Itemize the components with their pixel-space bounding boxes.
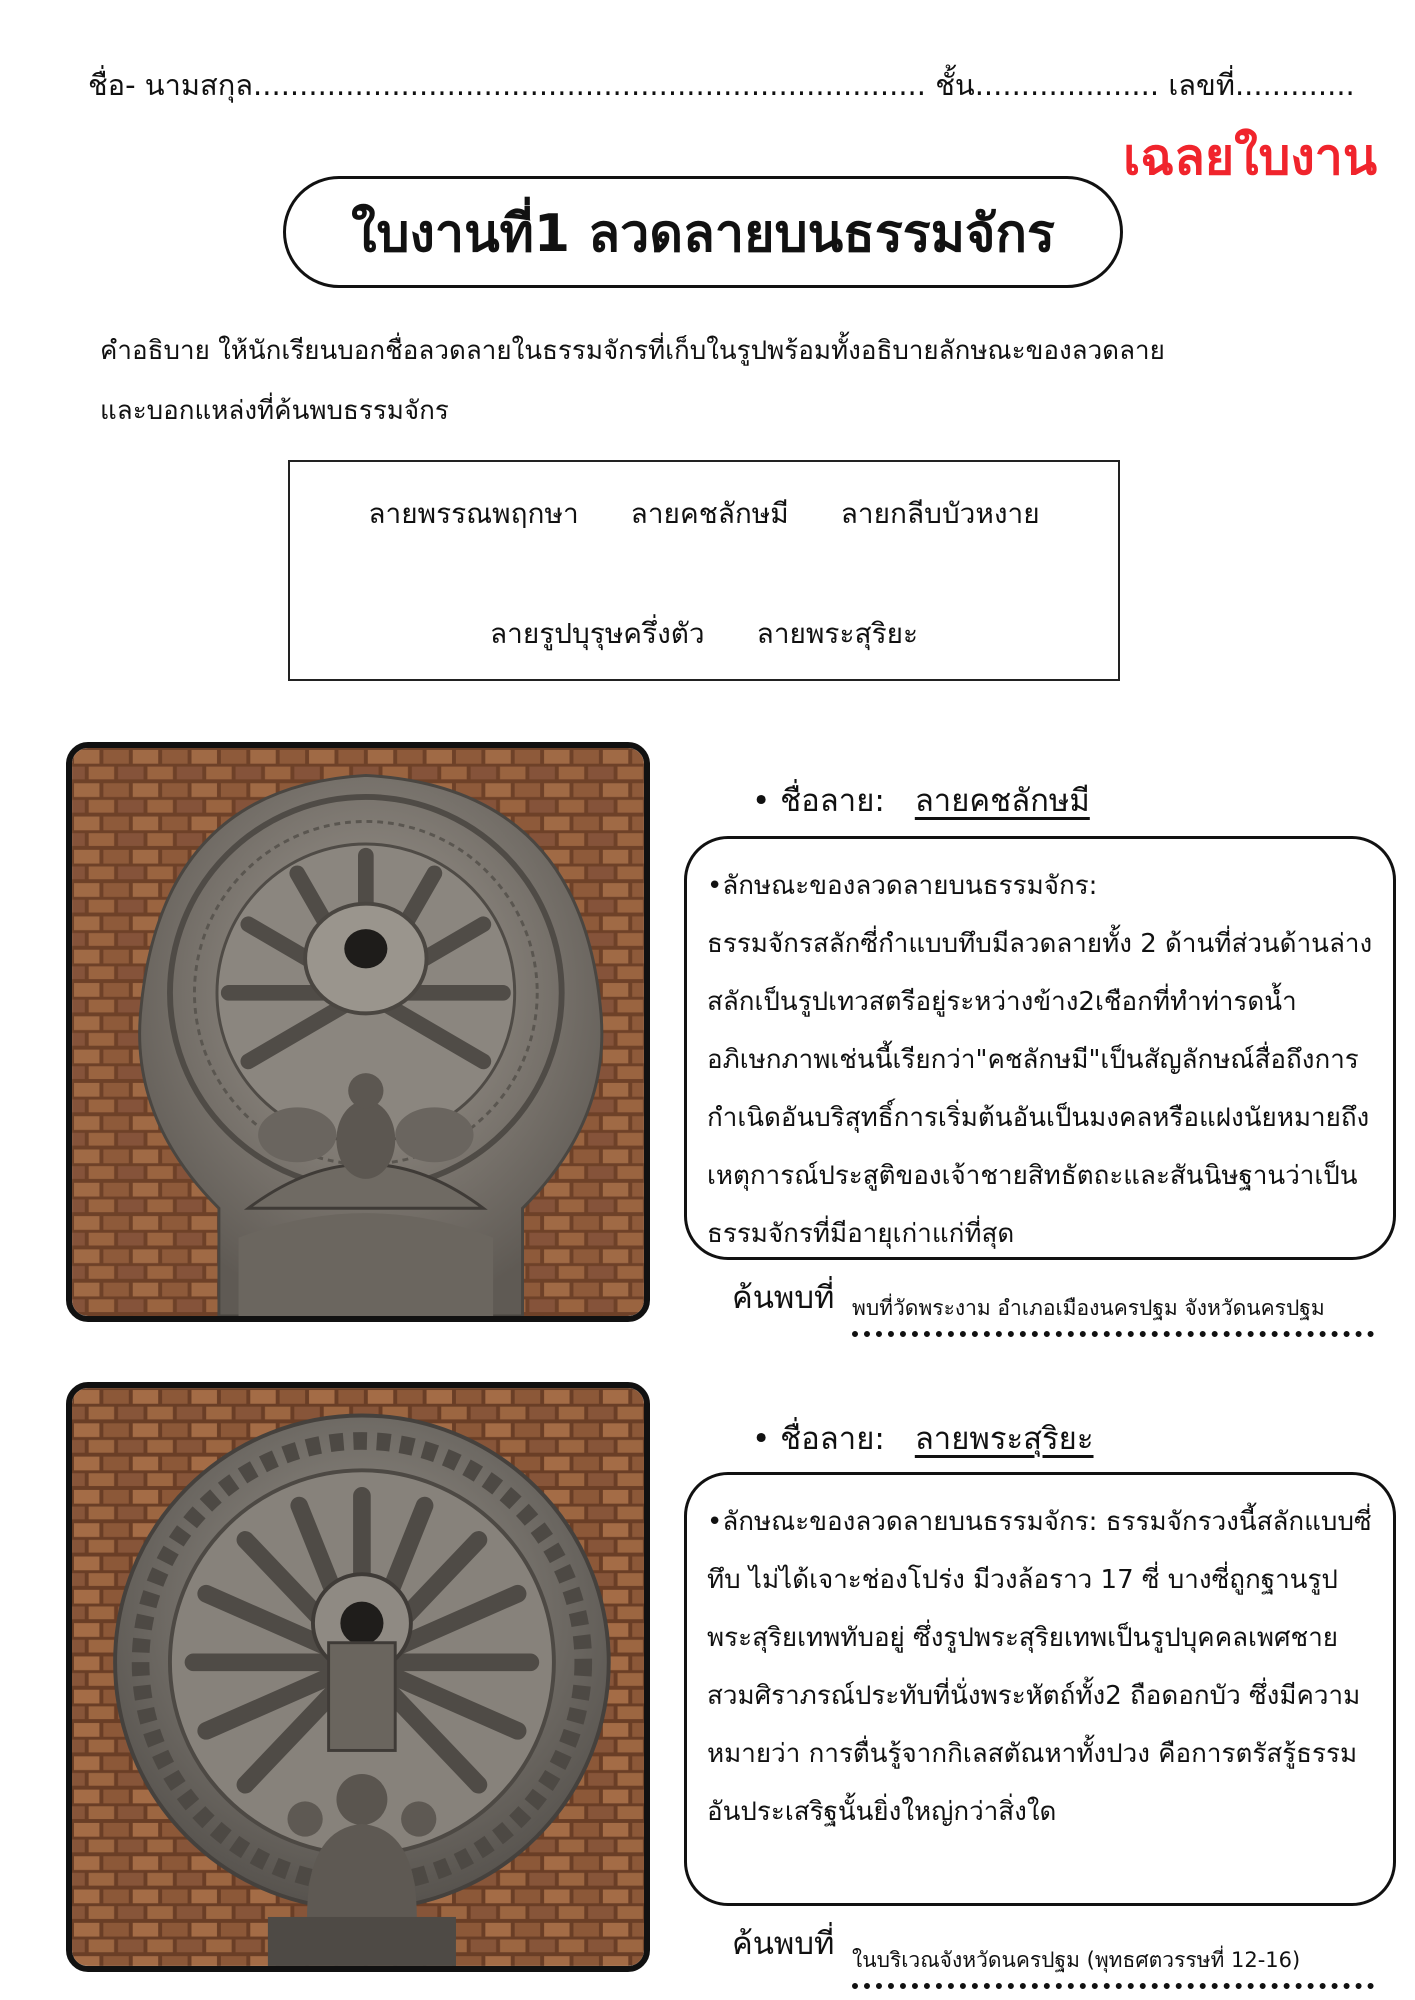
description-line: ธรรมจักรที่มีอายุเก่าแก่ที่สุด [707,1219,1015,1249]
description-line: สวมศิราภรณ์ประทับที่นั่งพระหัตถ์ทั้ง2 ถือดอกบัว ซึ่งมีความ [707,1681,1361,1711]
answer-key-label: เฉลยใบงาน [1123,128,1377,186]
word-bank-item: ลายกลีบบัวหงาย [840,497,1040,530]
word-bank-box [288,460,1120,681]
description-first-line [707,1493,1377,1551]
name-blank: ......................................................................... [253,68,926,102]
description-line: สลักเป็นรูปเทวสตรีอยู่ระหว่างข้าง2เชือกที่ทำท่ารดน้ำ [707,987,1297,1017]
word-bank-item: ลายคชลักษมี [630,497,789,530]
found-at-value-2: ในบริเวณจังหวัดนครปฐม (พุทธศตวรรษที่ 12-16) [852,1944,1374,1989]
description-line: อันประเสริฐนั้นยิ่งใหญ่กว่าสิ่งใด [707,1797,1057,1827]
class-label: ชั้น [935,68,975,102]
name-label: ชื่อ- นามสกุล [88,68,254,102]
description-line: อภิเษกภาพเช่นนี้เรียกว่า"คชลักษมี"เป็นสัญลักษณ์สื่อถึงการ [707,1045,1359,1075]
instruction-line-2: และบอกแหล่งที่ค้นพบธรรมจักร [100,396,449,426]
number-blank: ............. [1234,68,1355,102]
pattern-name-line-2 [752,1413,1094,1463]
word-bank-item: ลายพระสุริยะ [756,617,919,650]
instruction-line-1: คำอธิบาย ให้นักเรียนบอกชื่อลวดลายในธรรมจักรที่เก็บในรูปพร้อมทั้งอธิบายลักษณะของลวดลาย [100,336,1165,366]
wheel-gajalakshmi-image [72,748,644,1316]
worksheet-title: ใบงานที่1 ลวดลายบนธรรมจักร [283,176,1123,288]
pattern-name-value: ลายคชลักษมี [914,783,1090,819]
dharmachakra-photo-surya [66,1382,650,1972]
description-line: หมายว่า การตื่นรู้จากกิเลสตัณหาทั้งปวง คือการตรัสรู้ธรรม [707,1739,1358,1769]
number-label: เลขที่ [1168,68,1235,102]
pattern-name-label: • ชื่อลาย: [752,783,885,819]
pattern-name-value: ลายพระสุริยะ [914,1421,1094,1457]
description-line: เหตุการณ์ประสูติของเจ้าชายสิทธัตถะและสันนิษฐานว่าเป็น [707,1161,1358,1191]
description-box-2 [684,1472,1396,1906]
description-box-1 [684,836,1396,1260]
class-blank: .................... [974,68,1160,102]
word-bank-item: ลายรูปบุรุษครึ่งตัว [489,617,705,650]
description-line: ทึบ ไม่ได้เจาะช่องโปร่ง มีวงล้อราว 17 ซี่ บางซี่ถูกฐานรูป [707,1565,1338,1595]
pattern-name-line-1 [752,775,1090,825]
found-at-value-1: พบที่วัดพระงาม อำเภอเมืองนครปฐม จังหวัดนครปฐม [852,1292,1374,1337]
pattern-name-label: • ชื่อลาย: [752,1421,885,1457]
description-line: กำเนิดอันบริสุทธิ์การเริ่มต้นอันเป็นมงคลหรือแฝงนัยหมายถึง [707,1103,1370,1133]
wheel-surya-image [72,1388,644,1966]
description-label: •ลักษณะของลวดลายบนธรรมจักร: [707,871,1098,901]
word-bank-item: ลายพรรณพฤกษา [368,497,579,530]
found-at-label-1: ค้นพบที่ [732,1280,835,1316]
description-label: •ลักษณะของลวดลายบนธรรมจักร: [707,1507,1098,1537]
found-at-label-2: ค้นพบที่ [732,1926,835,1962]
description-line: พระสุริยเทพทับอยู่ ซึ่งรูปพระสุริยเทพเป็นรูปบุคคลเพศชาย [707,1623,1339,1653]
description-line: ธรรมจักรวงนี้สลักแบบซี่ [1105,1507,1372,1537]
description-line: ธรรมจักรสลักซี่กำแบบทึบมีลวดลายทั้ง 2 ด้านที่ส่วนด้านล่าง [707,929,1373,959]
dharmachakra-photo-gajalakshmi [66,742,650,1322]
student-info-line [88,62,1355,108]
